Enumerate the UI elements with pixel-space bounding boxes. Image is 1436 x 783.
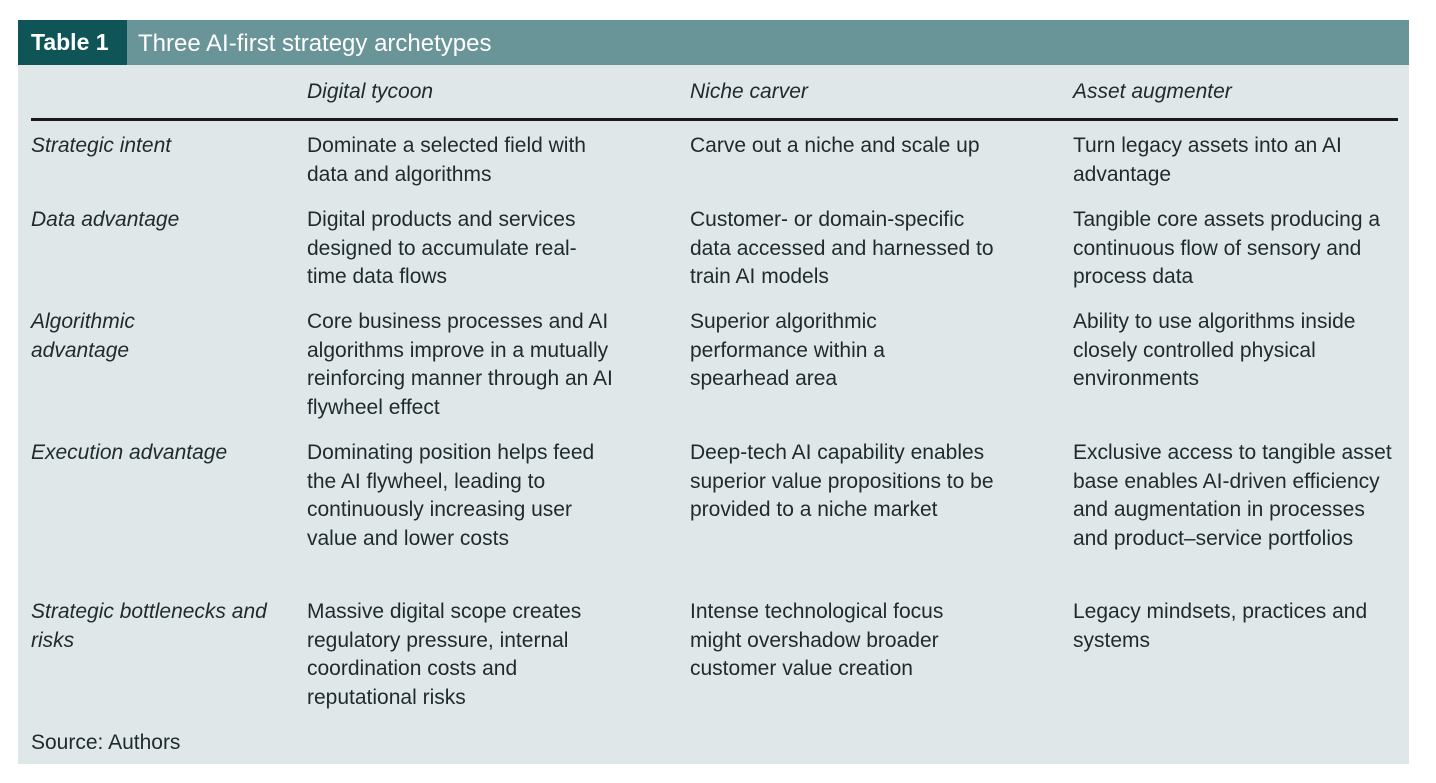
- column-header-asset-augmenter: Asset augmenter: [1073, 80, 1232, 103]
- cell-bottlenecks-digital-tycoon: Massive digital scope creates regulatory pressure, internal coordination costs and reputational risks: [307, 600, 582, 709]
- cell-execution-advantage-digital-tycoon: Dominating position helps feed the AI flywheel, leading to continuously increasing user value and lower costs: [307, 441, 595, 550]
- cell-bottlenecks-niche-carver: Intense technological focus might overshadow broader customer value creation: [690, 600, 944, 680]
- table-title-bar: [18, 20, 1409, 65]
- row-label-algorithmic-advantage: Algorithmic advantage: [31, 310, 135, 362]
- source-note: [31, 729, 180, 757]
- cell-data-advantage-digital-tycoon: Digital products and services designed to accumulate real-time data flows: [307, 208, 577, 288]
- table-title: Three AI-first strategy archetypes: [138, 30, 492, 57]
- cell-strategic-intent-asset-augmenter: Turn legacy assets into an AI advantage: [1073, 134, 1342, 186]
- column-header-niche-carver: Niche carver: [690, 80, 808, 103]
- table-number: Table 1: [18, 20, 127, 65]
- cell-algorithmic-advantage-niche-carver: Superior algorithmic performance within a spearhead area: [690, 310, 885, 390]
- row-label-data-advantage: Data advantage: [31, 208, 180, 231]
- cell-strategic-intent-digital-tycoon: Dominate a selected field with data and algorithms: [307, 134, 586, 186]
- cell-execution-advantage-niche-carver: Deep-tech AI capability enables superior value propositions to be provided to a niche market: [690, 441, 994, 521]
- cell-bottlenecks-asset-augmenter: Legacy mindsets, practices and systems: [1073, 600, 1368, 652]
- cell-algorithmic-advantage-asset-augmenter: Ability to use algorithms inside closely controlled physical environments: [1073, 310, 1356, 390]
- table-panel: [18, 20, 1409, 764]
- cell-execution-advantage-asset-augmenter: Exclusive access to tangible asset base enables AI-driven efficiency and augmentation in processes and product–service portfolios: [1073, 441, 1392, 550]
- cell-algorithmic-advantage-digital-tycoon: Core business processes and AI algorithms improve in a mutually reinforcing manner through an AI flywheel effect: [307, 310, 613, 419]
- row-label-strategic-intent: Strategic intent: [31, 134, 172, 157]
- cell-data-advantage-niche-carver: Customer- or domain-specific data accessed and harnessed to train AI models: [690, 208, 994, 288]
- row-label-execution-advantage: Execution advantage: [31, 441, 228, 464]
- cell-strategic-intent-niche-carver: Carve out a niche and scale up: [690, 134, 980, 157]
- column-header-digital-tycoon: Digital tycoon: [307, 80, 434, 103]
- header-rule: [31, 118, 1398, 121]
- source-label: Source:: [31, 731, 104, 754]
- source-value: Authors: [108, 731, 181, 754]
- cell-data-advantage-asset-augmenter: Tangible core assets producing a continuous flow of sensory and process data: [1073, 208, 1381, 288]
- row-label-strategic-bottlenecks: Strategic bottlenecks and risks: [31, 600, 267, 652]
